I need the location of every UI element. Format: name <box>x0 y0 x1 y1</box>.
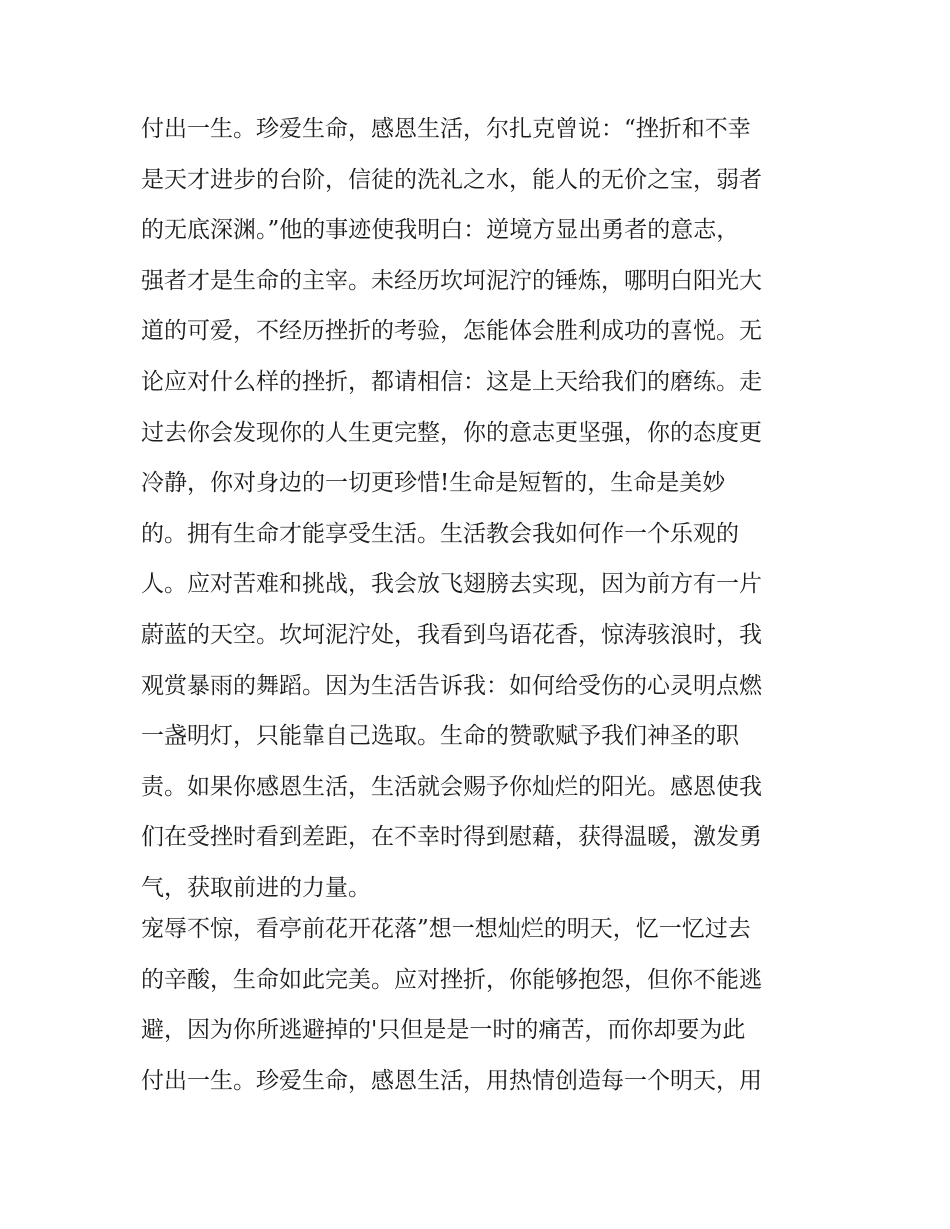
text-line: 气，获取前进的力量。 <box>141 874 371 901</box>
text-line: 责。如果你感恩生活，生活就会赐予你灿烂的阳光。感恩使我 <box>141 773 762 800</box>
text-line: 的辛酸，生命如此完美。应对挫折，你能够抱怨，但你不能逃 <box>141 966 762 993</box>
text-line: 论应对什么样的挫折，都请相信：这是上天给我们的磨练。走 <box>141 368 762 395</box>
text-line: 是天才进步的台阶，信徒的洗礼之水，能人的无价之宝，弱者 <box>141 166 762 193</box>
text-line: 避，因为你所逃避掉的'只但是是一时的痛苦，而你却要为此 <box>141 1017 746 1044</box>
text-line: 过去你会发现你的人生更完整，你的意志更坚强，你的态度更 <box>141 419 762 446</box>
text-line: 人。应对苦难和挑战，我会放飞翅膀去实现，因为前方有一片 <box>141 571 762 598</box>
text-line: 的无底深渊。”他的事迹使我明白：逆境方显出勇者的意志， <box>141 217 740 244</box>
text-line: 付出一生。珍爱生命，感恩生活，尔扎克曾说：“挫折和不幸 <box>141 116 751 142</box>
text-line: 冷静，你对身边的一切更珍惜!生命是短暂的，生命是美妙 <box>141 470 726 497</box>
text-line: 一盏明灯，只能靠自己选取。生命的赞歌赋予我们神圣的职 <box>141 723 739 750</box>
text-line: 们在受挫时看到差距，在不幸时得到慰藉，获得温暖，激发勇 <box>141 824 762 851</box>
paragraph-1 <box>141 104 821 914</box>
text-line: 强者才是生命的主宰。未经历坎坷泥泞的锤炼，哪明白阳光大 <box>141 267 762 294</box>
text-line: 蔚蓝的天空。坎坷泥泞处，我看到鸟语花香，惊涛骇浪时，我 <box>141 621 762 648</box>
text-line: 道的可爱，不经历挫折的考验，怎能体会胜利成功的喜悦。无 <box>141 318 762 345</box>
text-line: 付出一生。珍爱生命，感恩生活，用热情创造每一个明天，用 <box>141 1067 762 1094</box>
text-line: 宠辱不惊，看亭前花开花落”想一想灿烂的明天，忆一忆过去 <box>141 916 751 942</box>
text-line: 的。拥有生命才能享受生活。生活教会我如何作一个乐观的 <box>141 520 739 547</box>
text-line: 观赏暴雨的舞蹈。因为生活告诉我：如何给受伤的心灵明点燃 <box>141 672 762 699</box>
paragraph-2 <box>141 904 821 1106</box>
